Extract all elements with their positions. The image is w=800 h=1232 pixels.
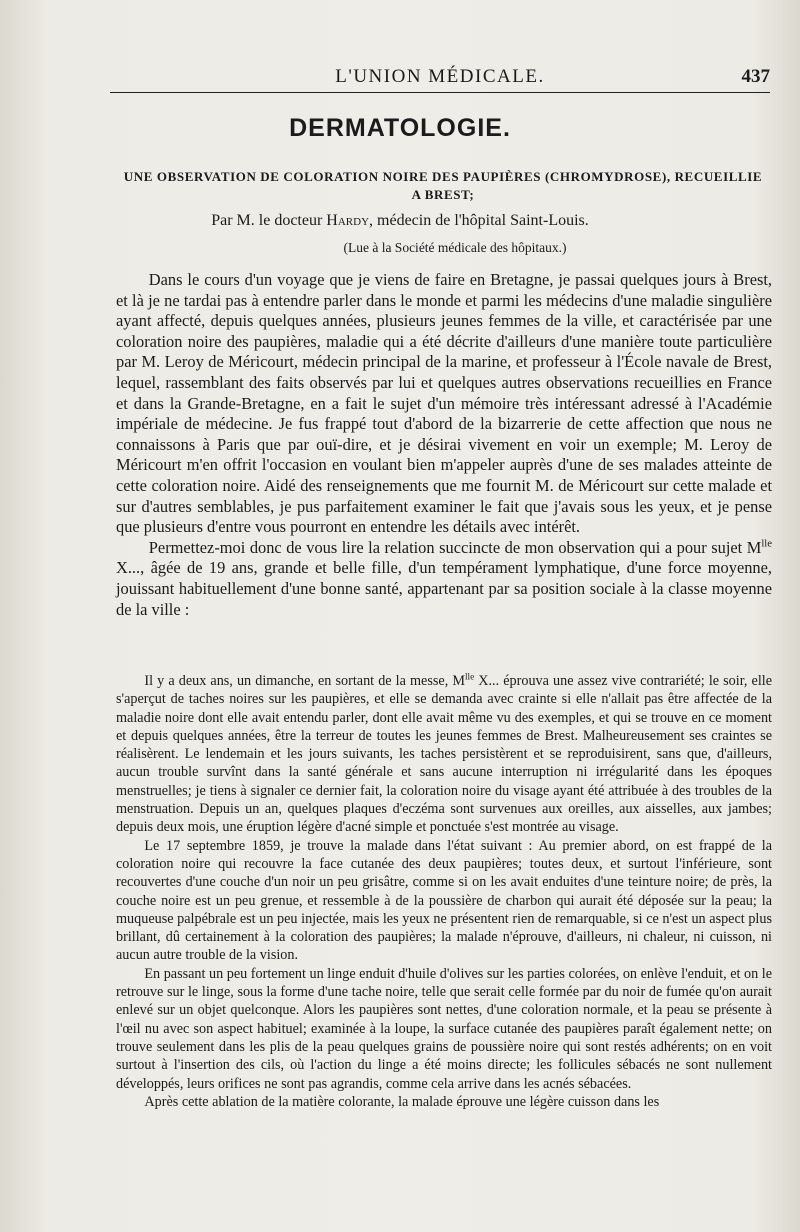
paragraph: Il y a deux ans, un dimanche, en sortant de la messe, $M^{lle}$ X... éprouva une assez vive contrariété; le soir, elle s'aperçut de taches noires sur les paupières, et elle se demanda avec crainte si elle n'allait pas être affectée de la maladie noire dont elle avait entendu parler, dont elle avait même vu des exemples, et qui se trouve en ce moment et depuis quelques années, être la terreur de toutes les jeunes femmes de Brest. Malheureusement ses craintes se réalisèrent. Le lendemain et les jours suivants, les taches persistèrent et se reproduisirent, sans que, d'ailleurs, aucun trouble survînt dans la santé générale et sans aucune interruption ni irrégularité dans les époques menstruelles; je tiens à signaler ce dernier fait, la coloration noire du visage ayant été attribuée à des troubles de la menstruation. Depuis un an, quelques plaques d'eczéma sont survenues aux oreilles, aux aisselles, aux jambes; depuis deux mois, une éruption légère d'acné simple et ponctuée s'est montrée au visage. [116,671,772,836]
running-header [110,66,770,93]
byline-author: Hardy [326,212,370,229]
article-title-line-2: A BREST; [411,187,475,202]
section-title: DERMATOLOGIE. [289,114,511,142]
paragraph: Après cette ablation de la matière colorante, la malade éprouve une légère cuisson dans les [144,1093,660,1110]
paragraph: Dans le cours d'un voyage que je viens de faire en Bretagne, je passai quelques jours à Brest, et là je ne tardai pas à entendre parler dans le monde et parmi les médecins d'une maladie singulière ayant affecté, depuis quelques années, plusieurs jeunes femmes de la ville, et caractérisée par une coloration noire des paupières, maladie qui a été décrite d'ailleurs d'une manière toute particulière par M. Leroy de Méricourt, médecin principal de la marine, et professeur à l'École navale de Brest, lequel, rassemblant des faits observés par lui et quelques autres observations recueillies en France et dans la Grande-Bretagne, en a fait le sujet d'un mémoire très intéressant adressé à l'Académie impériale de médecine. Je fus frappé tout d'abord de la bizarrerie de cette affection que nous ne connaissons à Paris que par ouï-dire, et je désirai vivement en voir un exemple; M. Leroy de Méricourt m'en offrit l'occasion en voulant bien m'appeler auprès d'une de ses malades atteinte de cette coloration noire. Aidé des renseignements que me fournit M. de Méricourt sur cette malade et sur d'autres semblables, je pus parfaitement examiner le fait que j'avais sous les yeux, et je pense que plusieurs d'entre vous pourront en entendre les détails avec intérêt. [116,270,772,537]
paragraph: Permettez-moi donc de vous lire la relation succincte de mon observation qui a pour sujet $M^{lle}$ X..., âgée de 19 ans, grande et belle fille, d'un tempérament lymphatique, d'une force moyenne, jouissant habituellement d'une bonne santé, appartenant par sa position sociale à la classe moyenne de la ville : [116,537,772,619]
running-title: L'UNION MÉDICALE. [335,66,545,87]
byline-prefix: Par M. le docteur [211,212,323,229]
article-title [112,168,774,204]
byline-suffix: , médecin de l'hôpital Saint-Louis. [369,212,589,229]
byline [0,212,800,230]
introduction-text [116,270,772,620]
paragraph: En passant un peu fortement un linge enduit d'huile d'olives sur les parties colorées, on enlève l'enduit, et on le retrouve sur le linge, sous la forme d'une tache noire, telle que serait celle formée par du noir de fumée qu'on aurait enlevé sur un objet quelconque. Alors les paupières sont nettes, d'une coloration normale, et la peau se présente à l'œil nu avec son aspect habituel; examinée à la loupe, la surface cutanée des paupières paraît également nette; on trouve seulement dans les plis de la peau quelques grains de poussière noire qui sont restés adhérents; on en voit surtout à l'insertion des cils, où l'action du linge a été moins directe; les follicules sébacés ne sont nullement développés, leurs orifices ne sont pas agrandis, comme cela arrive dans les acnés sébacées. [116,965,772,1092]
page-number: 437 [741,66,770,87]
observation-text [116,672,772,1111]
reading-note: (Lue à la Société médicale des hôpitaux.) [343,240,567,255]
article-title-line-1: UNE OBSERVATION DE COLORATION NOIRE DES PAUPIÈRES (CHROMYDROSE), RECUEILLIE [123,169,763,184]
paragraph: Le 17 septembre 1859, je trouve la malade dans l'état suivant : Au premier abord, on est frappé de la coloration noire qui recouvre la face cutanée des deux paupières; toutes deux, et surtout l'inférieure, sont recouvertes d'une couche d'un noir un peu grisâtre, comme si on les avait enduites d'une teinture noire; de près, la couche noire est un peu grenue, et ressemble à de la poussière de charbon qui aurait été déposée sur la peau; la muqueuse palpébrale est un peu injectée, mais les yeux ne présentent rien de remarquable, si ce n'est un aspect plus brillant, dû certainement à la coloration des paupières; la malade n'éprouve, d'ailleurs, ni chaleur, ni cuisson, ni aucun autre trouble de la vision. [116,837,772,964]
